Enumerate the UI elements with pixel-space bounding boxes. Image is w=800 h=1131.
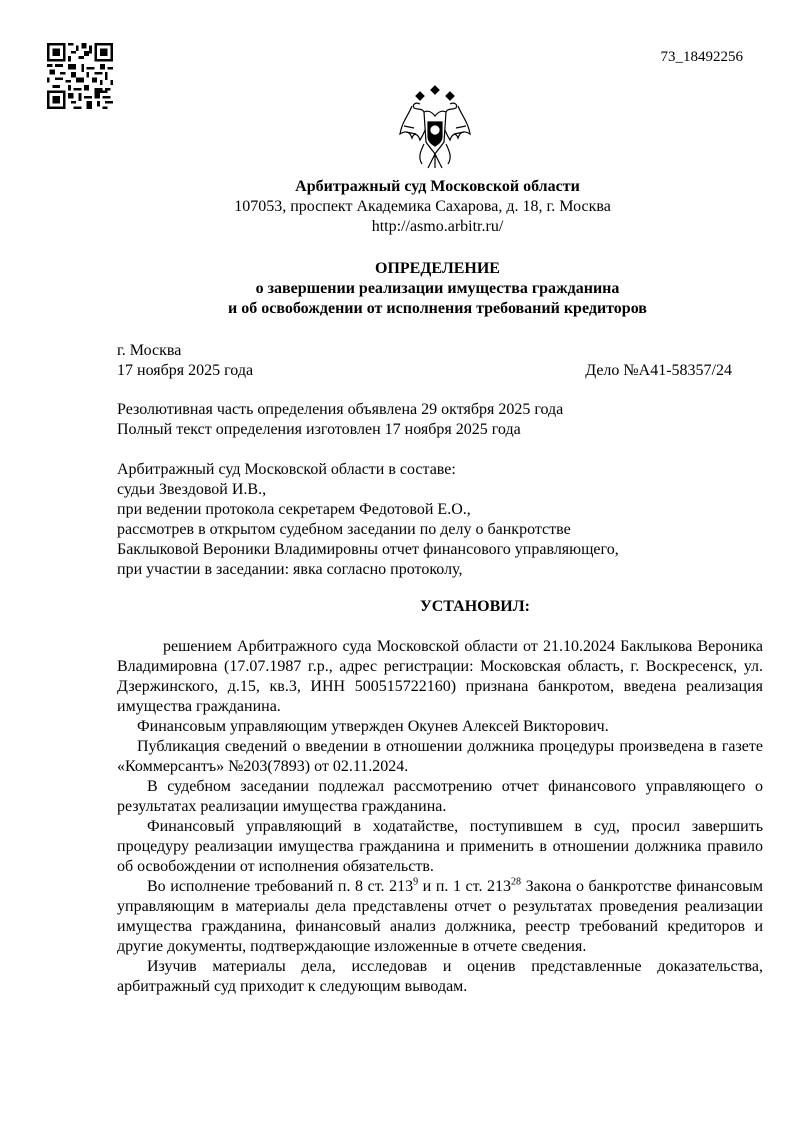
title-subtitle-2: и об освобождении от исполнения требований кредиторов — [228, 300, 647, 317]
court-name: Арбитражный суд Московской области — [295, 178, 580, 195]
composition-line: Баклыковой Вероники Владимировны отчет финансового управляющего, — [117, 541, 619, 558]
announce-line-2: Полный текст определения изготовлен 17 ноября 2025 года — [117, 421, 521, 438]
paragraph: Финансовый управляющий в ходатайстве, поступившем в суд, просил завершить процедуру реализации имущества гражданина и применить в отношении должника правило об освобождении от исполнения обязательств. — [117, 818, 763, 875]
city: г. Москва — [117, 342, 182, 359]
document-date: 17 ноября 2025 года — [117, 362, 254, 379]
composition-line: Арбитражный суд Московской области в составе: — [117, 461, 456, 478]
title-subtitle-1: о завершении реализации имущества гражданина — [255, 280, 620, 297]
court-website: http://asmo.arbitr.ru/ — [371, 218, 504, 235]
composition-line: при участии в заседании: явка согласно протоколу, — [117, 561, 463, 578]
coat-of-arms-icon — [398, 82, 472, 170]
composition-line: судьи Звездовой И.В., — [117, 481, 267, 498]
paragraph: решением Арбитражного суда Московской области от 21.10.2024 Баклыкова Вероника Владимировна (17.07.1987 г.р., адрес регистрации: Московская область, г. Воскресенск, ул. Дзержинского, д.15, кв.3, ИНН 500515722160) признана банкротом, введена реализация имущества гражданина. — [117, 638, 763, 715]
composition-line: при ведении протокола секретарем Федотовой Е.О., — [117, 501, 471, 518]
document-body — [117, 637, 763, 997]
document-meta — [117, 341, 763, 381]
paragraph: Изучив материалы дела, исследовав и оценив представленные доказательства, арбитражный суд приходит к следующим выводам. — [117, 958, 763, 995]
paragraph: В судебном заседании подлежал рассмотрению отчет финансового управляющего о результатах реализации имущества гражданина. — [117, 778, 763, 815]
qr-code — [47, 43, 113, 109]
court-header — [0, 177, 800, 237]
case-number: Дело №А41-58357/24 — [585, 362, 732, 379]
court-composition — [117, 460, 763, 580]
announce-line-1: Резолютивная часть определения объявлена 29 октября 2025 года — [117, 401, 564, 418]
announcement — [117, 400, 763, 440]
paragraph: Публикация сведений о введении в отношении должника процедуры произведена в газете «Коммерсантъ» №203(7893) от 02.11.2024. — [117, 738, 763, 775]
court-address: 107053, проспект Академика Сахарова, д. 18, г. Москва — [234, 198, 611, 215]
paragraph: Во исполнение требований п. 8 ст. $213^9$ и п. 1 ст. $213^{28}$ Закона о банкротстве финансовым управляющим в материалы дела представлены отчет о результатах проведения реализации имущества гражданина, финансовый анализ должника, реестр требований кредиторов и другие документы, подтверждающие изложенные в отчете сведения. — [117, 876, 764, 955]
composition-line: рассмотрев в открытом судебном заседании по делу о банкротстве — [117, 521, 571, 538]
paragraph: Финансовым управляющим утвержден Окунев Алексей Викторович. — [137, 718, 609, 735]
established-heading: УСТАНОВИЛ: — [420, 598, 530, 615]
title-main: ОПРЕДЕЛЕНИЕ — [375, 260, 500, 277]
document-number: 73_18492256 — [660, 49, 743, 65]
document-title — [0, 259, 800, 319]
